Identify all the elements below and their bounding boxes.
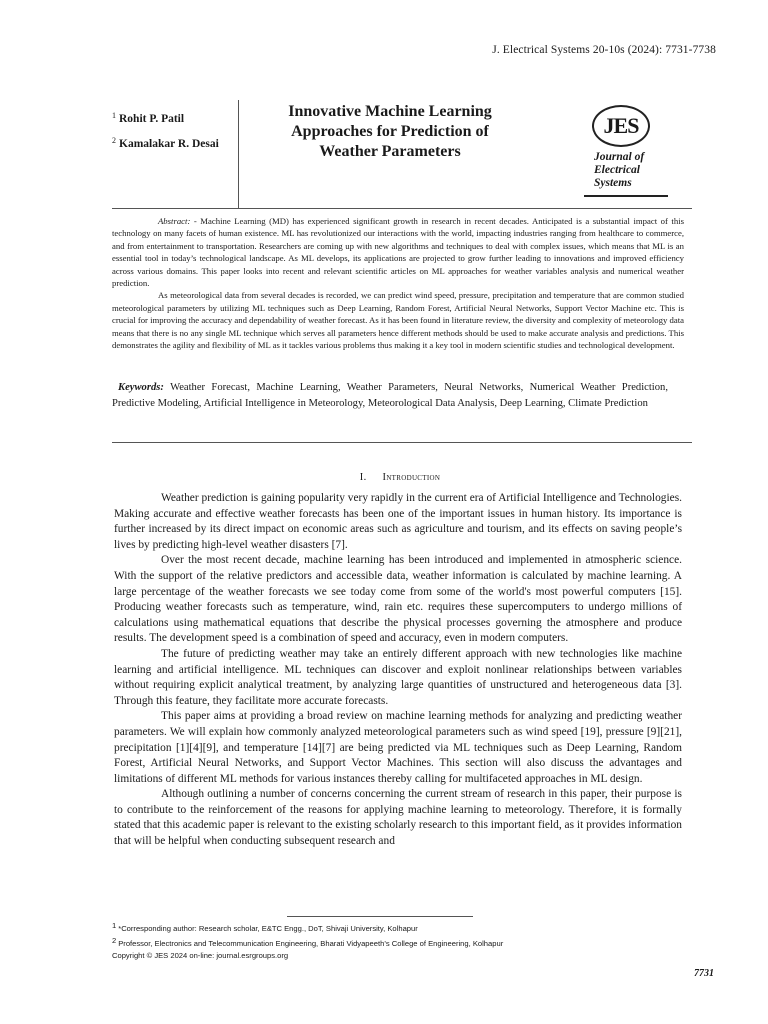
section-number: I. (359, 472, 367, 483)
copyright-line: Copyright © JES 2024 on-line: journal.esrgroups.org (112, 951, 289, 960)
title-line-3: Weather Parameters (319, 143, 461, 160)
abstract (112, 215, 684, 351)
abstract-paragraph-2: As meteorological data from several decades is recorded, we can predict wind speed, pressure, precipitation and temperature that are common studied meteorological parameters by utilizing ML techniques such as Deep Learning, Random Forest, Artificial Neural Networks, Support Vector Machine etc. This is crucial for improving the accuracy and dependability of weather forecast. As it has been found in literature review, the diversity and complexity of meteorology data means that there is no any single ML technique which serves all parameters hence different methods should be used to make accurate analysis and predictions. This demonstrates the agility and flexibility of ML as it tackles various problems thus making it a key tool in modern scientific studies and technological development. (112, 290, 684, 351)
body-paragraph: Over the most recent decade, machine learning has been introduced and implemented in atmospheric science. With the support of the relative predictors and accessible data, weather information is calculated by machine learning. A large percentage of the weather forecasts we see today come from some of the world's most powerful computers [15]. Producing weather forecasts such as temperature, wind, rain etc. requires these supercomputers to undergo millions of calculations using mathematical equations that describe the physical processes governing the atmosphere and produce results. The development speed is a combination of speed and accuracy, even in modern computers. (114, 554, 682, 645)
abstract-label: Abstract: - (158, 216, 197, 226)
title-line-1: Innovative Machine Learning (288, 103, 492, 120)
body-paragraph: Although outlining a number of concerns concerning the current stream of research in this paper, their purpose is to contribute to the reinforcement of the reasons for applying machine learning to meteorology. Therefore, it is formally stated that this academic paper is relevant to the existing scholarly research to this important field, as it provides information that will be helpful when conducting subsequent research and (114, 788, 682, 848)
body-paragraph: The future of predicting weather may take an entirely different approach with new technologies like machine learning and artificial intelligence. ML techniques can discover and exploit nonlinear relationships between variables without requiring explicit analytical treatment, by analyzing large quantities of unstructured and heterogeneous data [3]. Through this feature, they facilitate more accurate forecasts. (114, 647, 682, 707)
logo-mark: JES (592, 105, 650, 147)
journal-reference: J. Electrical Systems 20-10s (2024): 7731-7738 (492, 44, 716, 56)
journal-logo (578, 103, 670, 201)
page-number: 7731 (694, 968, 714, 979)
section-title: Introduction (382, 472, 441, 483)
body-paragraph: Weather prediction is gaining popularity very rapidly in the current era of Artificial Intelligence and Technologies. Making accurate and effective weather forecasts has been one of the important issues in human history. Its importance is further increased by its direct impact on economic areas such as agriculture and tourism, and its effects on saving people’s lives by predicting high-level weather disasters [7]. (114, 492, 682, 551)
logo-tagline: Journal of Electrical Systems (594, 151, 645, 189)
logo-underline (584, 195, 668, 197)
abstract-top-rule (112, 208, 692, 209)
footnotes (112, 920, 692, 962)
footnote-1: $^1$ *Corresponding author: Research scholar, E&TC Engg., DoT, Shivaji University, Kolhapur (112, 921, 418, 933)
footnote-rule (287, 916, 473, 917)
author-1: $^1$ Rohit P. Patil (112, 111, 185, 125)
title-line-2: Approaches for Prediction of (291, 123, 489, 140)
footnote-2: $^2$ Professor, Electronics and Telecommunication Engineering, Bharati Vidyapeeth’s College of Engineering, Kolhapur (112, 936, 504, 948)
introduction-body (114, 491, 682, 850)
paper-title (250, 102, 530, 162)
author-list (112, 105, 240, 155)
keywords-bottom-rule (112, 442, 692, 443)
body-paragraph: This paper aims at providing a broad review on machine learning methods for analyzing and predicting weather parameters. We will explain how commonly analyzed meteorological parameters such as wind speed [19], pressure [9][21], precipitation [1][4][9], and temperature [14][7] are being predicted via ML techniques such as Deep Learning, Random Forest, Artificial Neural Networks, and Support Vector Machines. This section will also discuss the advantages and limitations of different ML methods for various instances thereby calling for multifaceted approaches in ML design. (114, 710, 682, 785)
section-heading (0, 472, 768, 483)
keywords: Keywords: Weather Forecast, Machine Learning, Weather Parameters, Neural Networks, Numerical Weather Prediction, Predictive Modeling, Artificial Intelligence in Meteorology, Meteorological Data Analysis, Deep Learning, Climate Prediction (112, 382, 668, 409)
keywords-label: Keywords: (118, 382, 164, 393)
author-2: $^2$ Kamalakar R. Desai (112, 136, 219, 150)
abstract-paragraph-1: Abstract: - Machine Learning (MD) has experienced significant growth in research in recent decades. Anticipated is a substantial impact of this technology on many facets of human existence. ML has revolutionized our interactions with the world, impacting industries ranging from healthcare to commerce, and from entertainment to transportation. Researchers are coming up with new algorithms and techniques to deal with complex issues, which means that ML is an essential tool in today’s technological landscape. As ML develops, its applications are projected to grow further leading to innovations and improved efficiency across various domains. This paper looks into recent and relevant scientific articles on ML approaches for weather variables analysis and numerical weather prediction. (112, 216, 684, 289)
header-divider (238, 100, 239, 208)
